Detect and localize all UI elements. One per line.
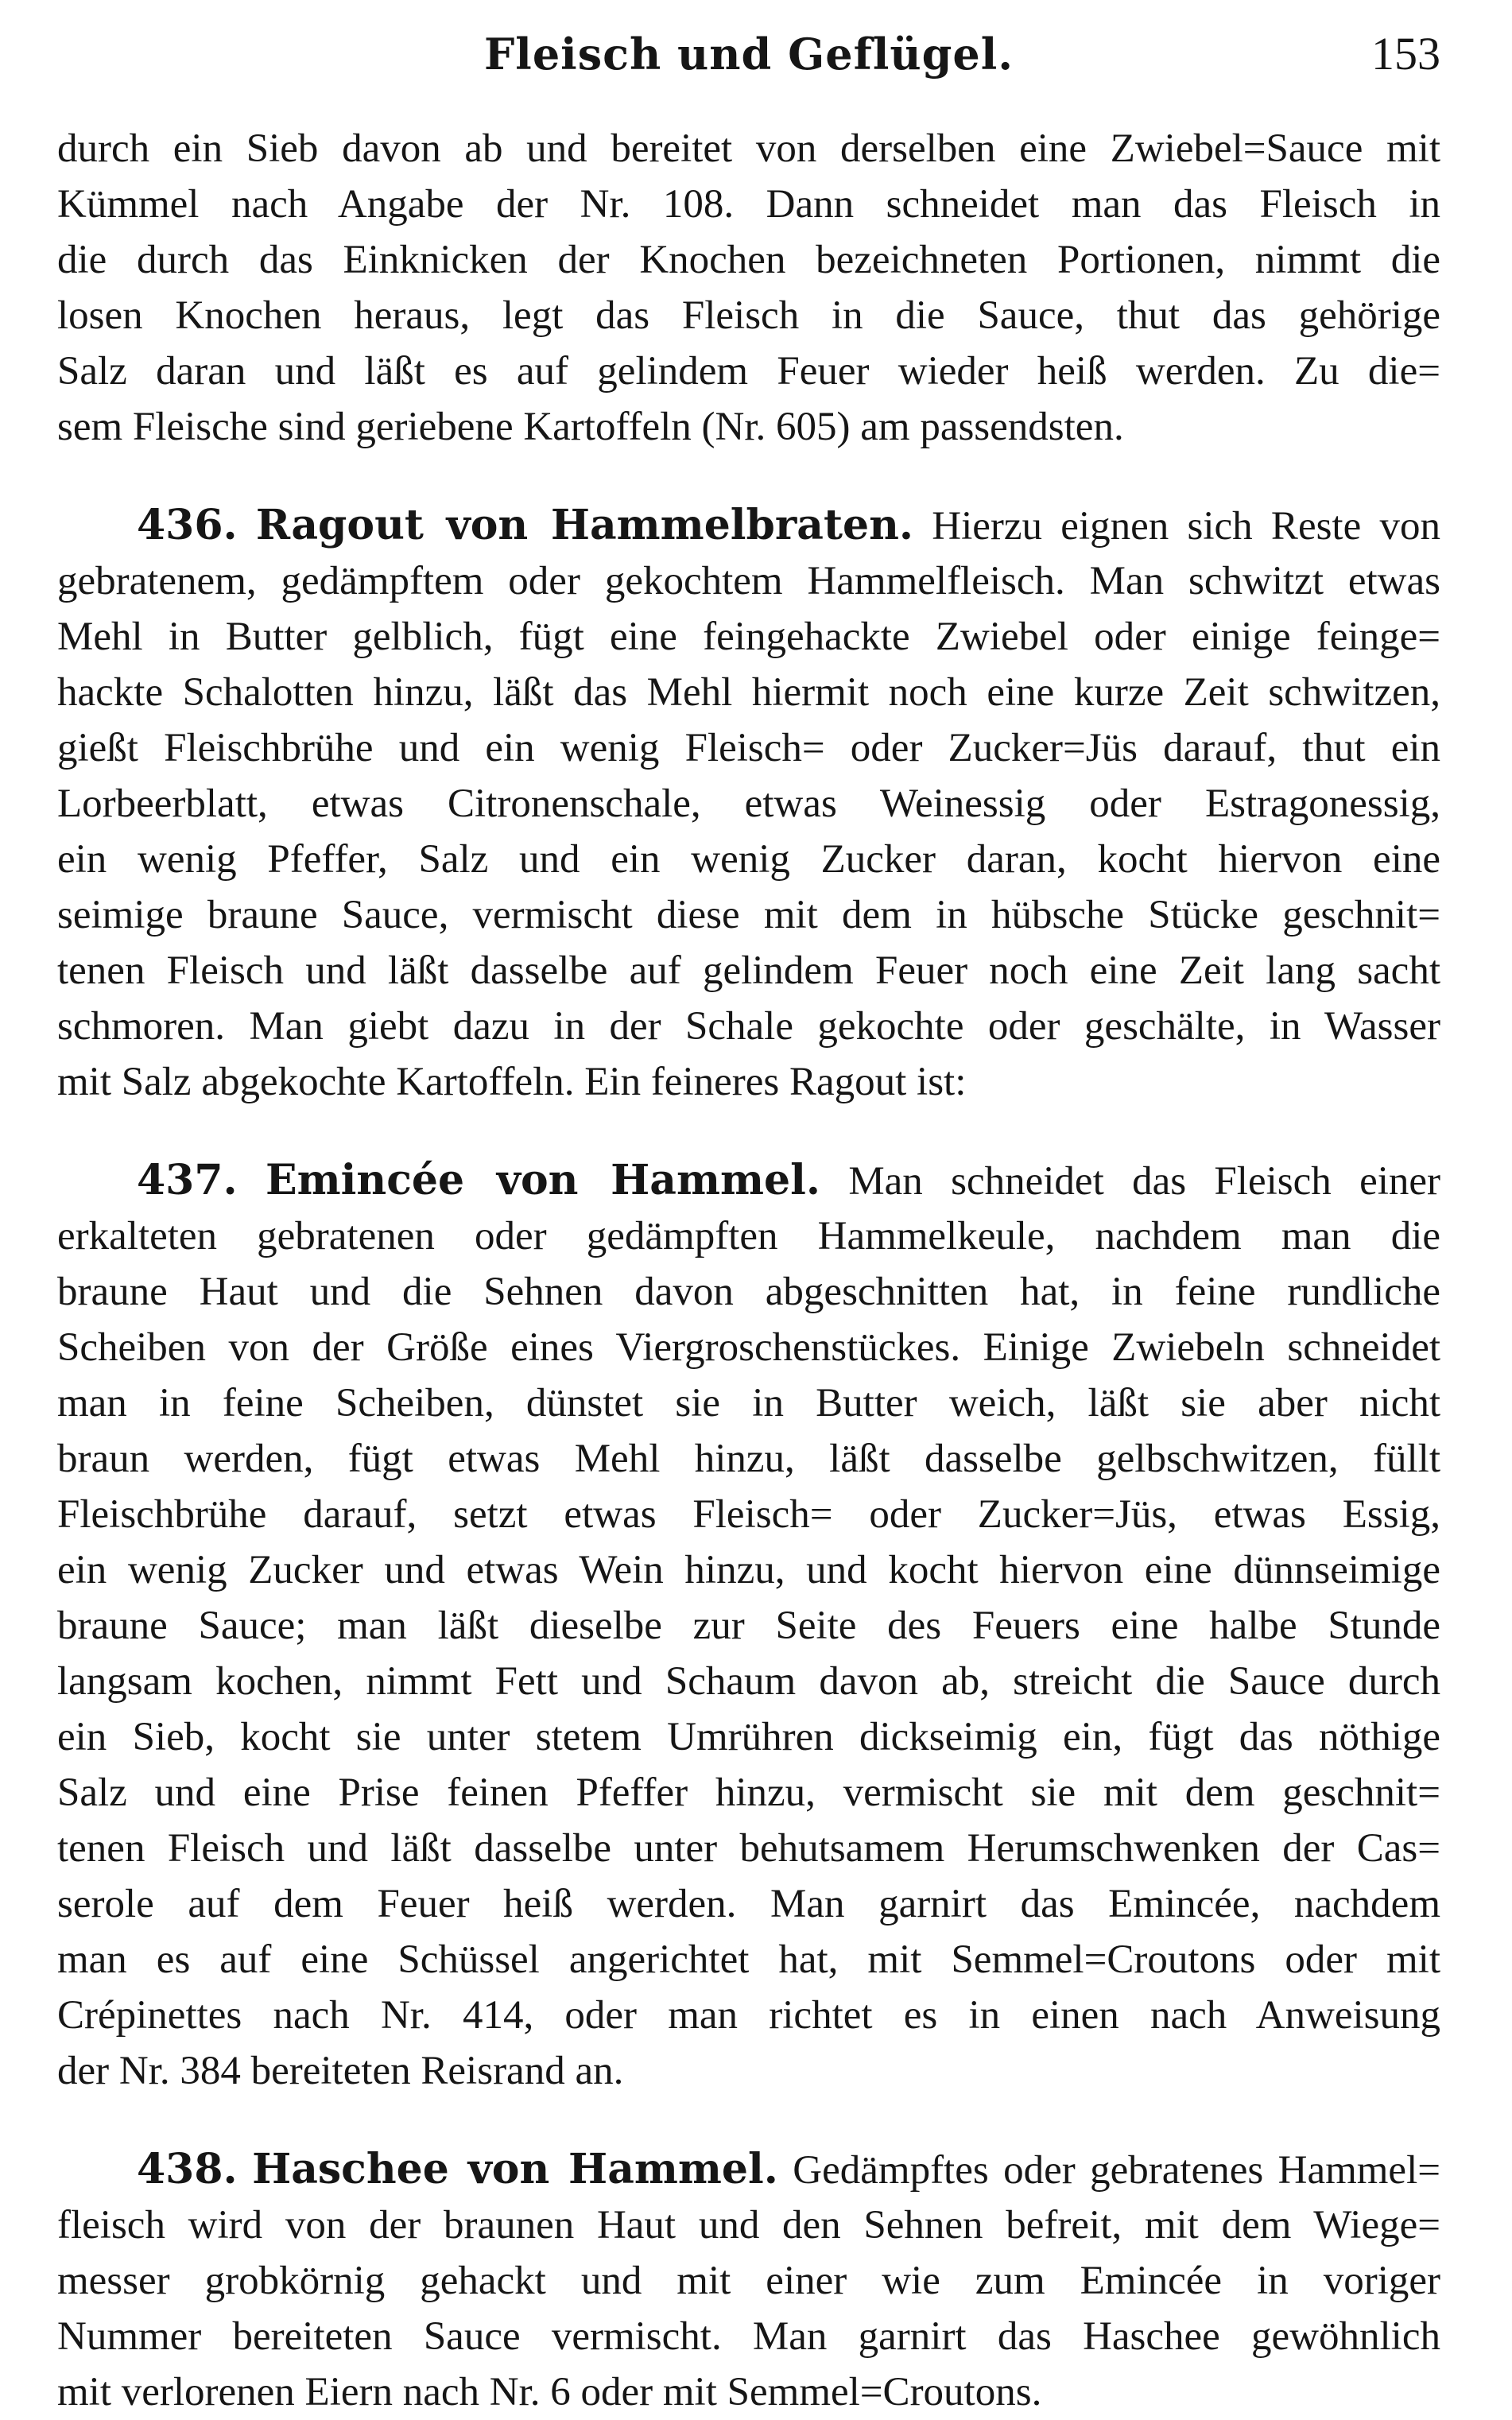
recipe-title: Emincée von Hammel. bbox=[266, 1156, 820, 1204]
text-line: Scheiben von der Größe eines Viergroschenstückes. Einige Zwiebeln schneidet bbox=[57, 1325, 1440, 1370]
text-line: Lorbeerblatt, etwas Citronenschale, etwas Weinessig oder Estragonessig, bbox=[57, 781, 1440, 826]
text-line: die durch das Einknicken der Knochen bezeichneten Portionen, nimmt die bbox=[57, 238, 1440, 282]
text-line: Salz und eine Prise feinen Pfeffer hinzu, vermischt sie mit dem geschnit= bbox=[57, 1770, 1440, 1815]
recipe-heading-line bbox=[57, 2142, 1440, 2197]
recipe-title: Haschee von Hammel. bbox=[252, 2145, 778, 2193]
page-number: 153 bbox=[1371, 28, 1440, 80]
body-text bbox=[57, 121, 1440, 2420]
text-line: braune Sauce; man läßt dieselbe zur Seite des Feuers eine halbe Stunde bbox=[57, 1604, 1440, 1648]
recipe-number: 438. bbox=[137, 2145, 238, 2193]
running-header bbox=[57, 24, 1440, 87]
text-line: tenen Fleisch und läßt dasselbe auf gelindem Feuer noch eine Zeit lang sacht bbox=[57, 948, 1440, 993]
text-line: ein wenig Pfeffer, Salz und ein wenig Zucker daran, kocht hiervon eine bbox=[57, 837, 1440, 882]
text-line: hackte Schalotten hinzu, läßt das Mehl hiermit noch eine kurze Zeit schwitzen, bbox=[57, 670, 1440, 715]
recipe-text: Hierzu eignen sich Reste von bbox=[932, 504, 1440, 549]
text-line: ein Sieb, kocht sie unter stetem Umrühren dickseimig ein, fügt das nöthige bbox=[57, 1715, 1440, 1759]
text-line: der Nr. 384 bereiteten Reisrand an. bbox=[57, 2049, 624, 2093]
recipe-text: Man schneidet das Fleisch einer bbox=[848, 1159, 1440, 1204]
recipe-heading-line bbox=[57, 498, 1440, 553]
text-line: losen Knochen heraus, legt das Fleisch in die Sauce, thut das gehörige bbox=[57, 293, 1440, 338]
text-line: gebratenem, gedämpftem oder gekochtem Hammelfleisch. Man schwitzt etwas bbox=[57, 559, 1440, 603]
text-line: Mehl in Butter gelblich, fügt eine feingehackte Zwiebel oder einige feinge= bbox=[57, 615, 1440, 659]
text-line: fleisch wird von der braunen Haut und den Sehnen befreit, mit dem Wiege= bbox=[57, 2203, 1440, 2247]
recipe-437 bbox=[57, 1153, 1440, 2099]
text-line: schmoren. Man giebt dazu in der Schale gekochte oder geschälte, in Wasser bbox=[57, 1004, 1440, 1049]
recipe-number: 436. bbox=[137, 501, 238, 549]
text-line: braun werden, fügt etwas Mehl hinzu, läßt dasselbe gelbschwitzen, füllt bbox=[57, 1437, 1440, 1481]
text-line: ein wenig Zucker und etwas Wein hinzu, und kocht hiervon eine dünnseimige bbox=[57, 1548, 1440, 1592]
recipe-number: 437. bbox=[137, 1156, 238, 1204]
text-line: Crépinettes nach Nr. 414, oder man richtet es in einen nach Anweisung bbox=[57, 1993, 1440, 2038]
text-line: man in feine Scheiben, dünstet sie in Butter weich, läßt sie aber nicht bbox=[57, 1381, 1440, 1425]
text-line: messer grobkörnig gehackt und mit einer wie zum Emincée in voriger bbox=[57, 2259, 1440, 2303]
text-line: Fleischbrühe darauf, setzt etwas Fleisch= oder Zucker=Jüs, etwas Essig, bbox=[57, 1492, 1440, 1537]
text-line: tenen Fleisch und läßt dasselbe unter behutsamem Herumschwenken der Cas= bbox=[57, 1826, 1440, 1871]
text-line: Salz daran und läßt es auf gelindem Feuer wieder heiß werden. Zu die= bbox=[57, 349, 1440, 394]
text-line: mit verlorenen Eiern nach Nr. 6 oder mit Semmel=Croutons. bbox=[57, 2370, 1042, 2414]
text-line: Nummer bereiteten Sauce vermischt. Man garnirt das Haschee gewöhnlich bbox=[57, 2314, 1440, 2359]
text-line: erkalteten gebratenen oder gedämpften Hammelkeule, nachdem man die bbox=[57, 1214, 1440, 1258]
recipe-heading-line bbox=[57, 1153, 1440, 1208]
recipe-436 bbox=[57, 498, 1440, 1110]
text-line: serole auf dem Feuer heiß werden. Man garnirt das Emincée, nachdem bbox=[57, 1882, 1440, 1926]
text-line: mit Salz abgekochte Kartoffeln. Ein feineres Ragout ist: bbox=[57, 1060, 967, 1104]
text-line: durch ein Sieb davon ab und bereitet von derselben eine Zwiebel=Sauce mit bbox=[57, 126, 1440, 171]
text-line: gießt Fleischbrühe und ein wenig Fleisch= oder Zucker=Jüs darauf, thut ein bbox=[57, 726, 1440, 770]
recipe-438 bbox=[57, 2142, 1440, 2420]
recipe-title: Ragout von Hammelbraten. bbox=[255, 501, 914, 549]
recipe-text: Gedämpftes oder gebratenes Hammel= bbox=[793, 2148, 1440, 2193]
text-line: Kümmel nach Angabe der Nr. 108. Dann schneidet man das Fleisch in bbox=[57, 182, 1440, 227]
paragraph-continuation bbox=[57, 121, 1440, 455]
text-line: seimige braune Sauce, vermischt diese mit dem in hübsche Stücke geschnit= bbox=[57, 893, 1440, 937]
text-line: man es auf eine Schüssel angerichtet hat, mit Semmel=Croutons oder mit bbox=[57, 1937, 1440, 1982]
running-title: Fleisch und Geflügel. bbox=[483, 29, 1014, 80]
text-line: sem Fleische sind geriebene Kartoffeln (Nr. 605) am passendsten. bbox=[57, 405, 1124, 449]
text-line: braune Haut und die Sehnen davon abgeschnitten hat, in feine rundliche bbox=[57, 1270, 1440, 1314]
text-line: langsam kochen, nimmt Fett und Schaum davon ab, streicht die Sauce durch bbox=[57, 1659, 1440, 1704]
